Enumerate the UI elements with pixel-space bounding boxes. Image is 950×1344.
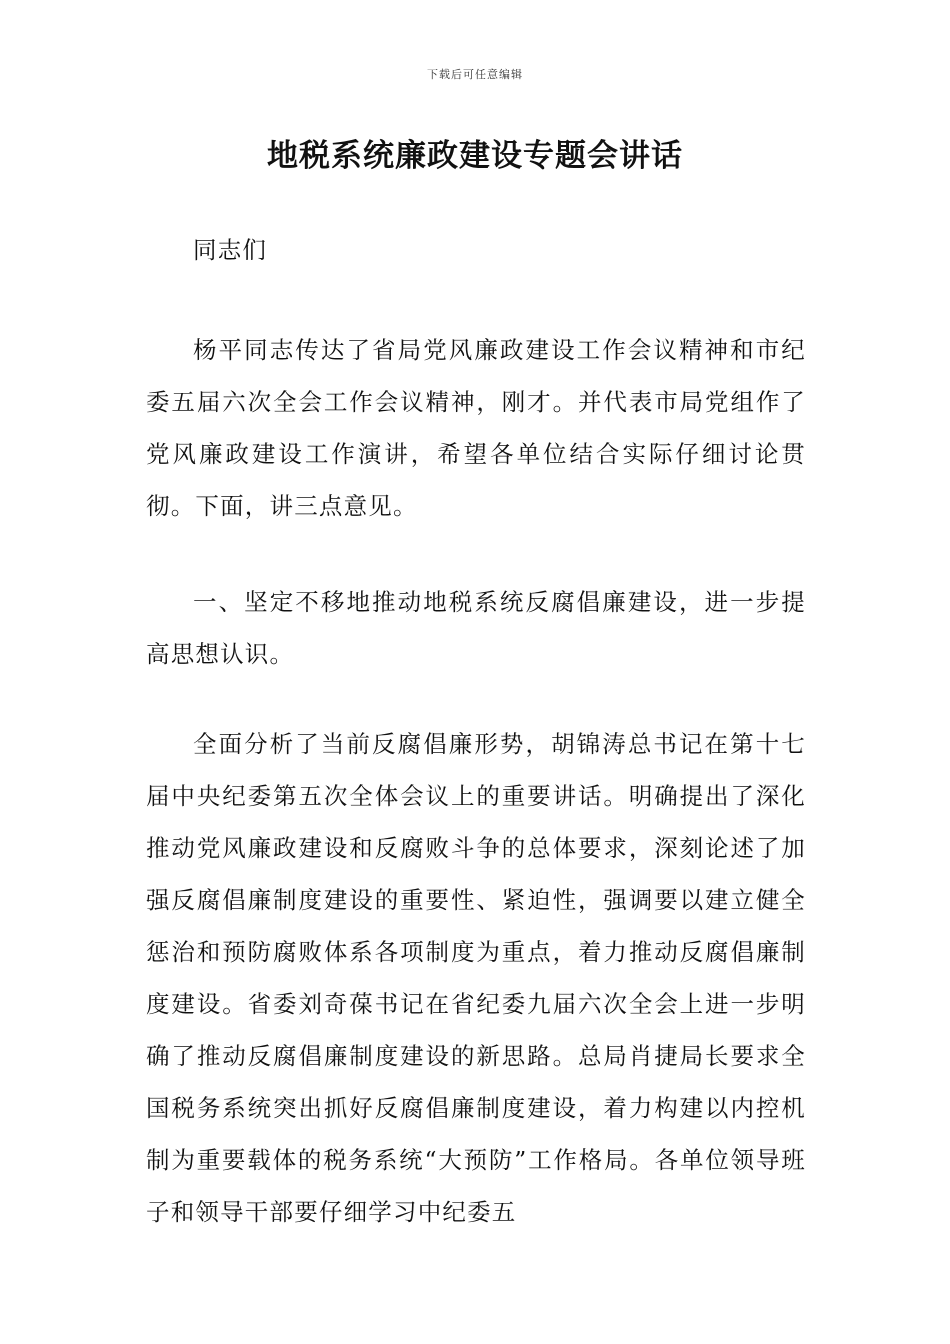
paragraph-2: 一、坚定不移地推动地税系统反腐倡廉建设，进一步提高思想认识。 (146, 588, 806, 668)
document-title: 地税系统廉政建设专题会讲话 (267, 138, 683, 174)
greeting: 同志们 (193, 236, 268, 264)
paragraph-3: 全面分析了当前反腐倡廉形势，胡锦涛总书记在第十七届中央纪委第五次全体会议上的重要讲话。明确提出了深化推动党风廉政建设和反腐败斗争的总体要求，深刻论述了加强反腐倡廉制度建设的重要性、紧迫性，强调要以建立健全惩治和预防腐败体系各项制度为重点，着力推动反腐倡廉制度建设。省委刘奇葆书记在省纪委九届六次全会上进一步明确了推动反腐倡廉制度建设的新思路。总局肖捷局长要求全国税务系统突出抓好反腐倡廉制度建设，着力构建以内控机制为重要载体的税务系统“大预防”工作格局。各单位领导班子和领导干部要仔细学习中纪委五 (146, 730, 806, 1226)
paragraph-1: 杨平同志传达了省局党风廉政建设工作会议精神和市纪委五届六次全会工作会议精神，刚才。并代表市局党组作了党风廉政建设工作演讲，希望各单位结合实际仔细讨论贯彻。下面，讲三点意见。 (146, 336, 806, 520)
header-note: 下载后可任意编辑 (427, 68, 523, 81)
